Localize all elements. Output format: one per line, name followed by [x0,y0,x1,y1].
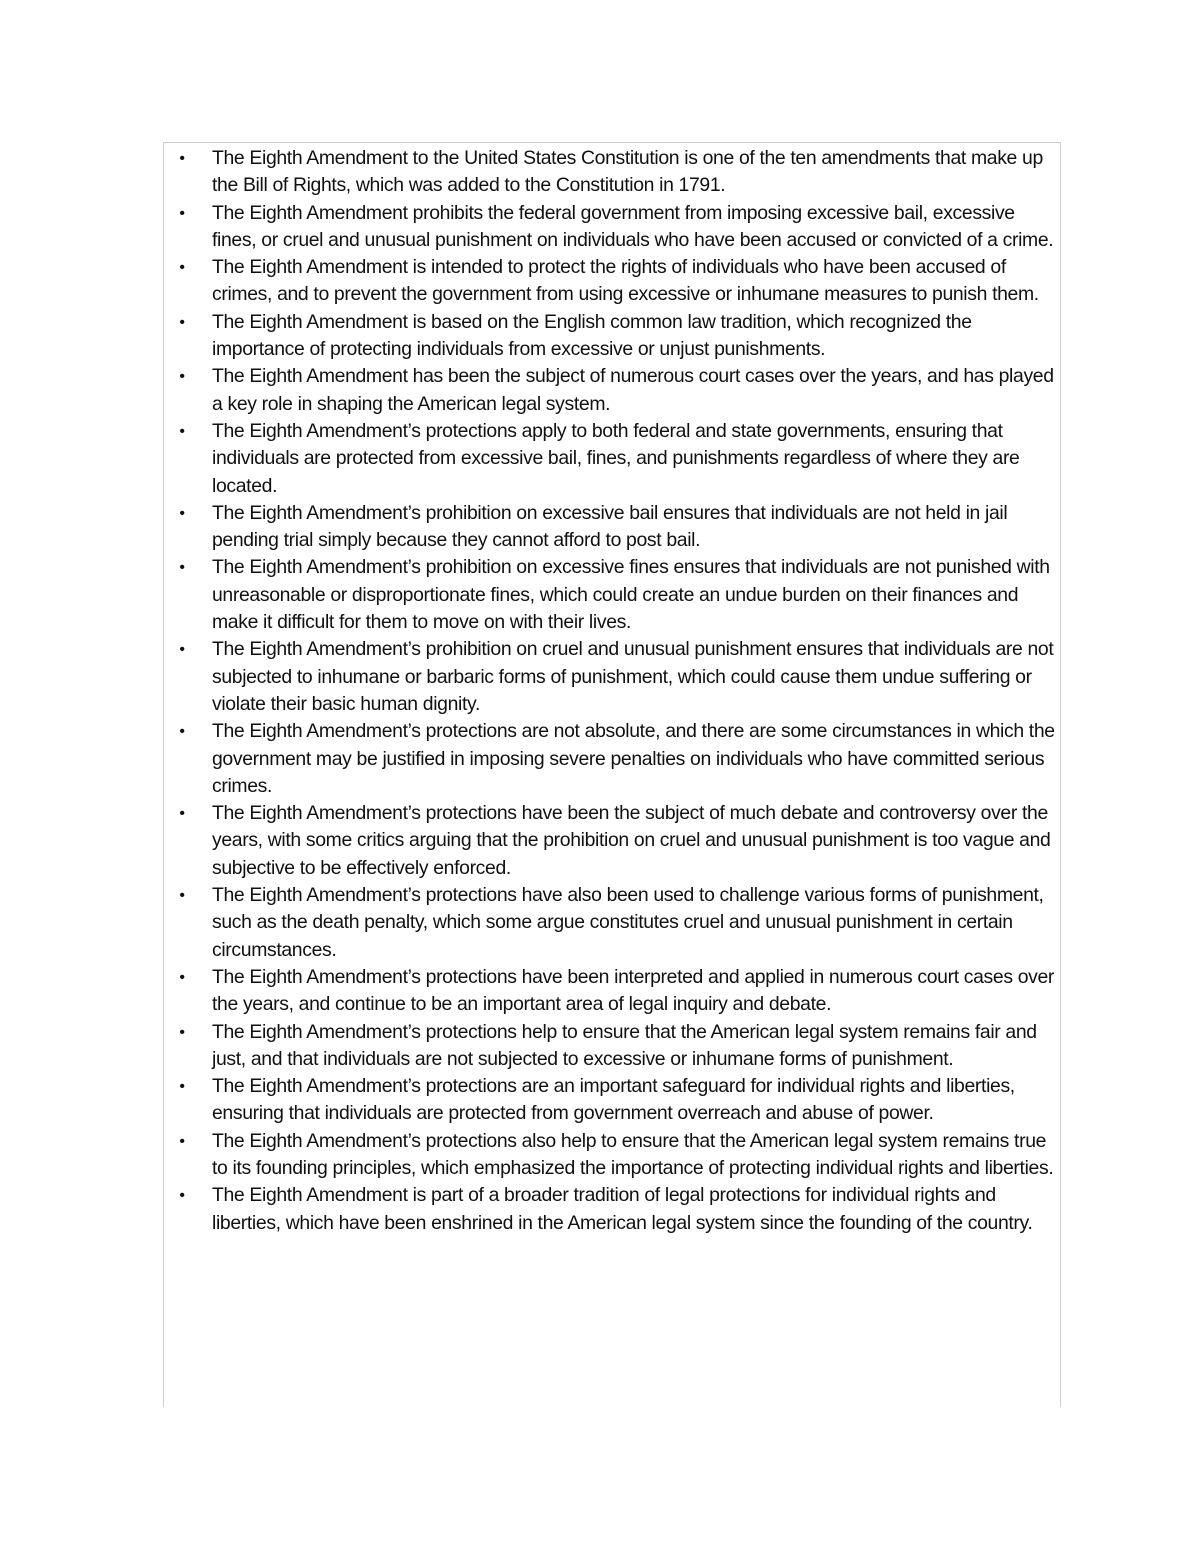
list-item-text: The Eighth Amendment’s prohibition on cruel and unusual punishment ensures that individuals are not subjected to inhumane or barbaric forms of punishment, which could cause them undue suffering or violate their basic human dignity. [212,638,1054,715]
list-item [164,500,1062,555]
list-item [164,1182,1062,1237]
list-item-text: The Eighth Amendment’s protections have been the subject of much debate and controversy over the years, with some critics arguing that the prohibition on cruel and unusual punishment is too vague and subjective to be effectively enforced. [212,802,1051,879]
bullet-icon: • [179,259,185,277]
bullet-icon: • [179,422,185,440]
list-item [164,800,1062,882]
list-item [164,554,1062,636]
list-item [164,882,1062,964]
bullet-icon: • [179,641,185,659]
list-item [164,363,1062,418]
list-item-text: The Eighth Amendment is part of a broader tradition of legal protections for individual rights and liberties, which have been enshrined in the American legal system since the founding of the country. [212,1184,1033,1234]
list-item-text: The Eighth Amendment has been the subject of numerous court cases over the years, and has played a key role in shaping the American legal system. [212,365,1054,415]
bullet-icon: • [179,723,185,741]
bullet-icon: • [179,805,185,823]
bullet-icon: • [179,368,185,386]
list-item-text: The Eighth Amendment to the United States Constitution is one of the ten amendments that make up the Bill of Rights, which was added to the Constitution in 1791. [212,147,1043,197]
bullet-icon: • [179,313,185,331]
list-item-text: The Eighth Amendment’s protections have also been used to challenge various forms of punishment, such as the death penalty, which some argue constitutes cruel and unusual punishment in certain circumstances. [212,884,1044,961]
bullet-icon: • [179,1078,185,1096]
bullet-icon: • [179,1132,185,1150]
list-item [164,718,1062,800]
list-item [164,1128,1062,1183]
list-item [164,309,1062,364]
list-item [164,1019,1062,1074]
document-content-box [163,142,1061,1407]
list-item-text: The Eighth Amendment prohibits the federal government from imposing excessive bail, excessive fines, or cruel and unusual punishment on individuals who have been accused or convicted of a crime. [212,201,1054,251]
list-item [164,636,1062,718]
bullet-icon: • [179,968,185,986]
list-item-text: The Eighth Amendment’s prohibition on excessive bail ensures that individuals are not held in jail pending trial simply because they cannot afford to post bail. [212,501,1008,552]
list-item-text: The Eighth Amendment’s protections help to ensure that the American legal system remains fair and just, and that individuals are not subjected to excessive or inhumane forms of punishment. [212,1020,1037,1070]
bullet-icon: • [179,1187,185,1205]
bullet-icon: • [179,150,185,167]
list-item-text: The Eighth Amendment’s protections are an important safeguard for individual rights and liberties, ensuring that individuals are protected from government overreach and abuse of power. [212,1075,1015,1125]
list-item-text: The Eighth Amendment’s protections also help to ensure that the American legal system remains true to its founding principles, which emphasized the importance of protecting individual rights and liberties. [212,1129,1054,1179]
bullet-icon: • [179,1023,185,1041]
list-item [164,418,1062,500]
list-item [164,254,1062,309]
list-item-text: The Eighth Amendment is intended to protect the rights of individuals who have been accused of crimes, and to prevent the government from using excessive or inhumane measures to punish them. [212,256,1039,306]
bullet-icon: • [179,559,185,577]
list-item-text: The Eighth Amendment is based on the English common law tradition, which recognized the importance of protecting individuals from excessive or unjust punishments. [212,310,972,361]
bullet-icon: • [179,504,185,522]
bullet-list [164,145,1062,1237]
list-item-text: The Eighth Amendment’s prohibition on excessive fines ensures that individuals are not punished with unreasonable or disproportionate fines, which could create an undue burden on their finances and make it difficult for them to move on with their lives. [212,556,1050,634]
list-item [164,200,1062,255]
list-item-text: The Eighth Amendment’s protections are not absolute, and there are some circumstances in which the government may be justified in imposing severe penalties on individuals who have committed serious crimes. [212,720,1055,797]
list-item-text: The Eighth Amendment’s protections apply to both federal and state governments, ensuring that individuals are protected from excessive bail, fines, and punishments regardless of where they are located. [212,419,1020,497]
list-item [164,964,1062,1019]
list-item [164,1073,1062,1128]
bullet-icon: • [179,204,185,222]
bullet-icon: • [179,887,185,905]
list-item-text: The Eighth Amendment’s protections have been interpreted and applied in numerous court cases over the years, and continue to be an important area of legal inquiry and debate. [212,965,1055,1016]
list-item [164,145,1062,200]
